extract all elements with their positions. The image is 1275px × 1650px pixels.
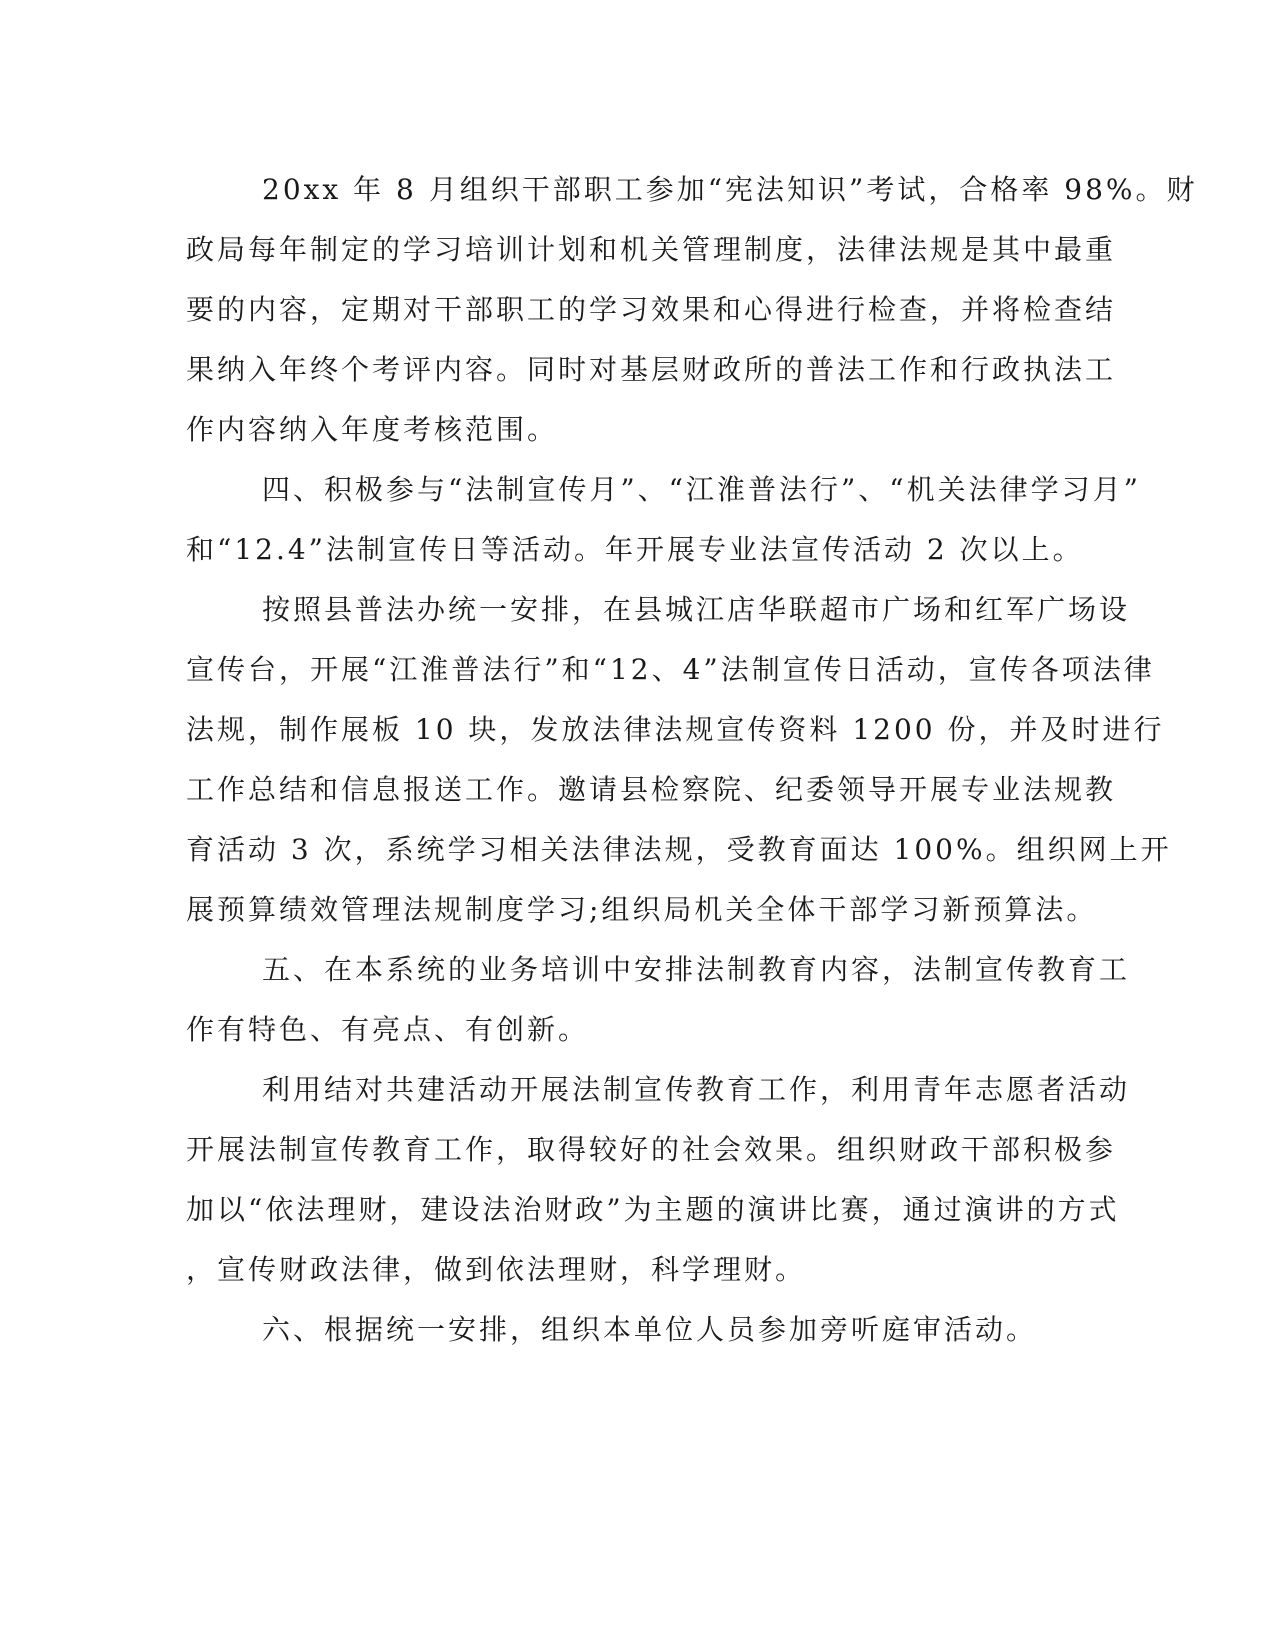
paragraph	[186, 160, 1198, 460]
paragraph	[186, 1060, 1131, 1300]
text-line: 育活动 3 次，系统学习相关法律法规，受教育面达 100%。组织网上开	[186, 833, 1172, 866]
text-line: 工作总结和信息报送工作。邀请县检察院、纪委领导开展专业法规教	[186, 773, 1117, 806]
text-line: 四、积极参与“法制宣传月”、“江淮普法行”、“机关法律学习月”	[262, 473, 1141, 506]
text-line: 法规，制作展板 10 块，发放法律法规宣传资料 1200 份，并及时进行	[186, 713, 1165, 746]
text-line: 作内容纳入年度考核范围。	[186, 413, 559, 446]
text-line: 政局每年制定的学习培训计划和机关管理制度，法律法规是其中最重	[186, 233, 1117, 266]
text-line: 按照县普法办统一安排，在县城江店华联超市广场和红军广场设	[262, 593, 1131, 626]
paragraph	[186, 580, 1172, 940]
text-line: 利用结对共建活动开展法制宣传教育工作，利用青年志愿者活动	[262, 1073, 1131, 1106]
text-line: 要的内容，定期对干部职工的学习效果和心得进行检查，并将检查结	[186, 293, 1117, 326]
paragraph-section-five-heading	[186, 940, 1131, 1060]
text-line: ，宣传财政法律，做到依法理财，科学理财。	[186, 1253, 807, 1286]
text-line: 开展法制宣传教育工作，取得较好的社会效果。组织财政干部积极参	[186, 1133, 1117, 1166]
text-line: 展预算绩效管理法规制度学习;组织局机关全体干部学习新预算法。	[186, 893, 1098, 926]
text-line: 和“12.4”法制宣传日等活动。年开展专业法宣传活动 2 次以上。	[186, 533, 1084, 566]
text-line: 作有特色、有亮点、有创新。	[186, 1013, 590, 1046]
paragraph-section-six-heading	[186, 1300, 1076, 1360]
text-line: 加以“依法理财，建设法治财政”为主题的演讲比赛，通过演讲的方式	[186, 1193, 1120, 1226]
text-line: 宣传台，开展“江淮普法行”和“12、4”法制宣传日活动，宣传各项法律	[186, 653, 1155, 686]
text-line: 五、在本系统的业务培训中安排法制教育内容，法制宣传教育工	[262, 953, 1131, 986]
paragraph-section-four-heading	[186, 460, 1141, 580]
document-body	[186, 160, 1198, 1360]
text-line: 20xx 年 8 月组织干部职工参加“宪法知识”考试，合格率 98%。财	[262, 173, 1198, 206]
text-line: 果纳入年终个考评内容。同时对基层财政所的普法工作和行政执法工	[186, 353, 1117, 386]
text-line: 六、根据统一安排，组织本单位人员参加旁听庭审活动。	[262, 1313, 1038, 1346]
